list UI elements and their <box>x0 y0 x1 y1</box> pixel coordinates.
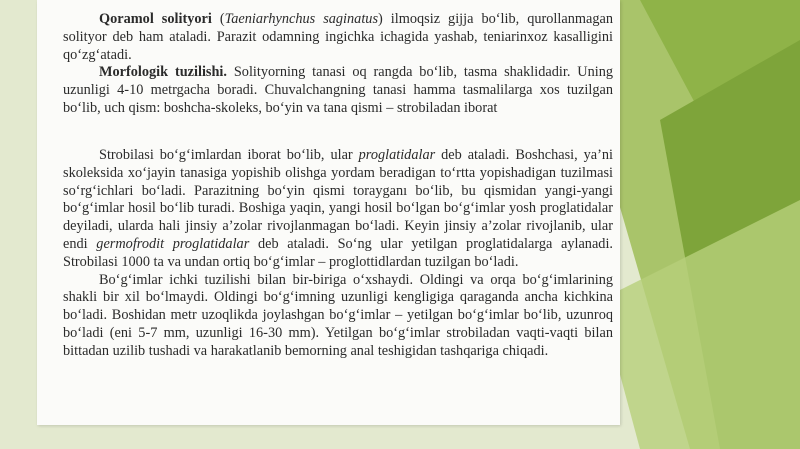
heading-morfologik-tuzilishi: Morfologik tuzilishi. <box>99 64 227 81</box>
paren-open: ( <box>211 11 225 27</box>
term-germofrodit-proglatidalar: germofrodit proglatidalar <box>96 235 250 252</box>
paragraph-strobila <box>63 147 613 361</box>
term-proglatidalar: proglatidalar <box>358 147 436 163</box>
strobila-text-a: Strobilasi bo‘g‘imlardan iborat bo‘lib, ular <box>99 147 359 163</box>
latin-name: Taeniarhynchus saginatus <box>224 11 379 27</box>
paragraph-intro <box>63 11 613 118</box>
strobila-text-c: deb ataladi. So‘ng ular yetilgan proglatidalarga aylanadi. Strobilasi 1000 ta va undan ortiq bo‘g‘imlar – proglottidlardan tuzilgan bo‘ladi. <box>63 235 613 270</box>
morphology-text: Solityorning tanasi oq rangda bo‘lib, tasma shaklidadir. Uning uzunligi 4-10 metrgacha boradi. Chuvalchangning tanasi hamma tasmalilarga xos tuzilgan bo‘lib, uch qism: boshcha-skoleks, bo‘yin va tana qismi – strobiladan iborat <box>63 64 613 116</box>
document-page <box>37 0 620 425</box>
segments-text: Bo‘g‘imlar ichki tuzilishi bilan bir-biriga o‘xshaydi. Oldingi va orqa bo‘g‘imlarining shakli bir xil bo‘lmaydi. Oldingi bo‘g‘imning uzunligi kengligiga qaraganda ancha kichkina bo‘ladi. Boshidan metr uzoqlikda joylashgan bo‘g‘imlar – yetilgan bo‘g‘imlar bo‘lib, uzunroq bo‘ladi (eni 5-7 mm, uzunligi 16-30 mm). Yetilgan bo‘g‘imlar strobiladan vaqti-vaqti bilan bittadan uzilib tushadi va harakatlanib bemorning anal teshigidan tashqariga chiqadi. <box>63 271 613 359</box>
strobila-text-b: deb ataladi. Boshchasi, ya’ni skoleksida xo‘jayin tanasiga yopishib olishga yordam beradigan to‘rtta yopishadigan tuzilmasi so‘rg‘ichlari bo‘ladi. Parazitning bo‘yin qismi torayganı bo‘lib, bu qismidan yangi-yangi bo‘g‘imlar hosil bo‘lib turadi. Boshiga yaqin, yangi hosil bo‘lgan bo‘g‘imlar yosh proglatidalar deyiladi, ularda hali jinsiy a’zolar rivojlanmagan bo‘ladi. Keyin jinsiy a’zolar rivojlanib, ular endi <box>63 147 614 252</box>
intro-text: ) ilmoqsiz gijja bo‘lib, qurollanmagan solityor deb ham ataladi. Parazit odamning ingichka ichagida yashab, teniarinxoz kasalligini qo‘zg‘atadi. <box>63 11 613 63</box>
term-qoramol-solityori: Qoramol solityori <box>99 11 212 27</box>
